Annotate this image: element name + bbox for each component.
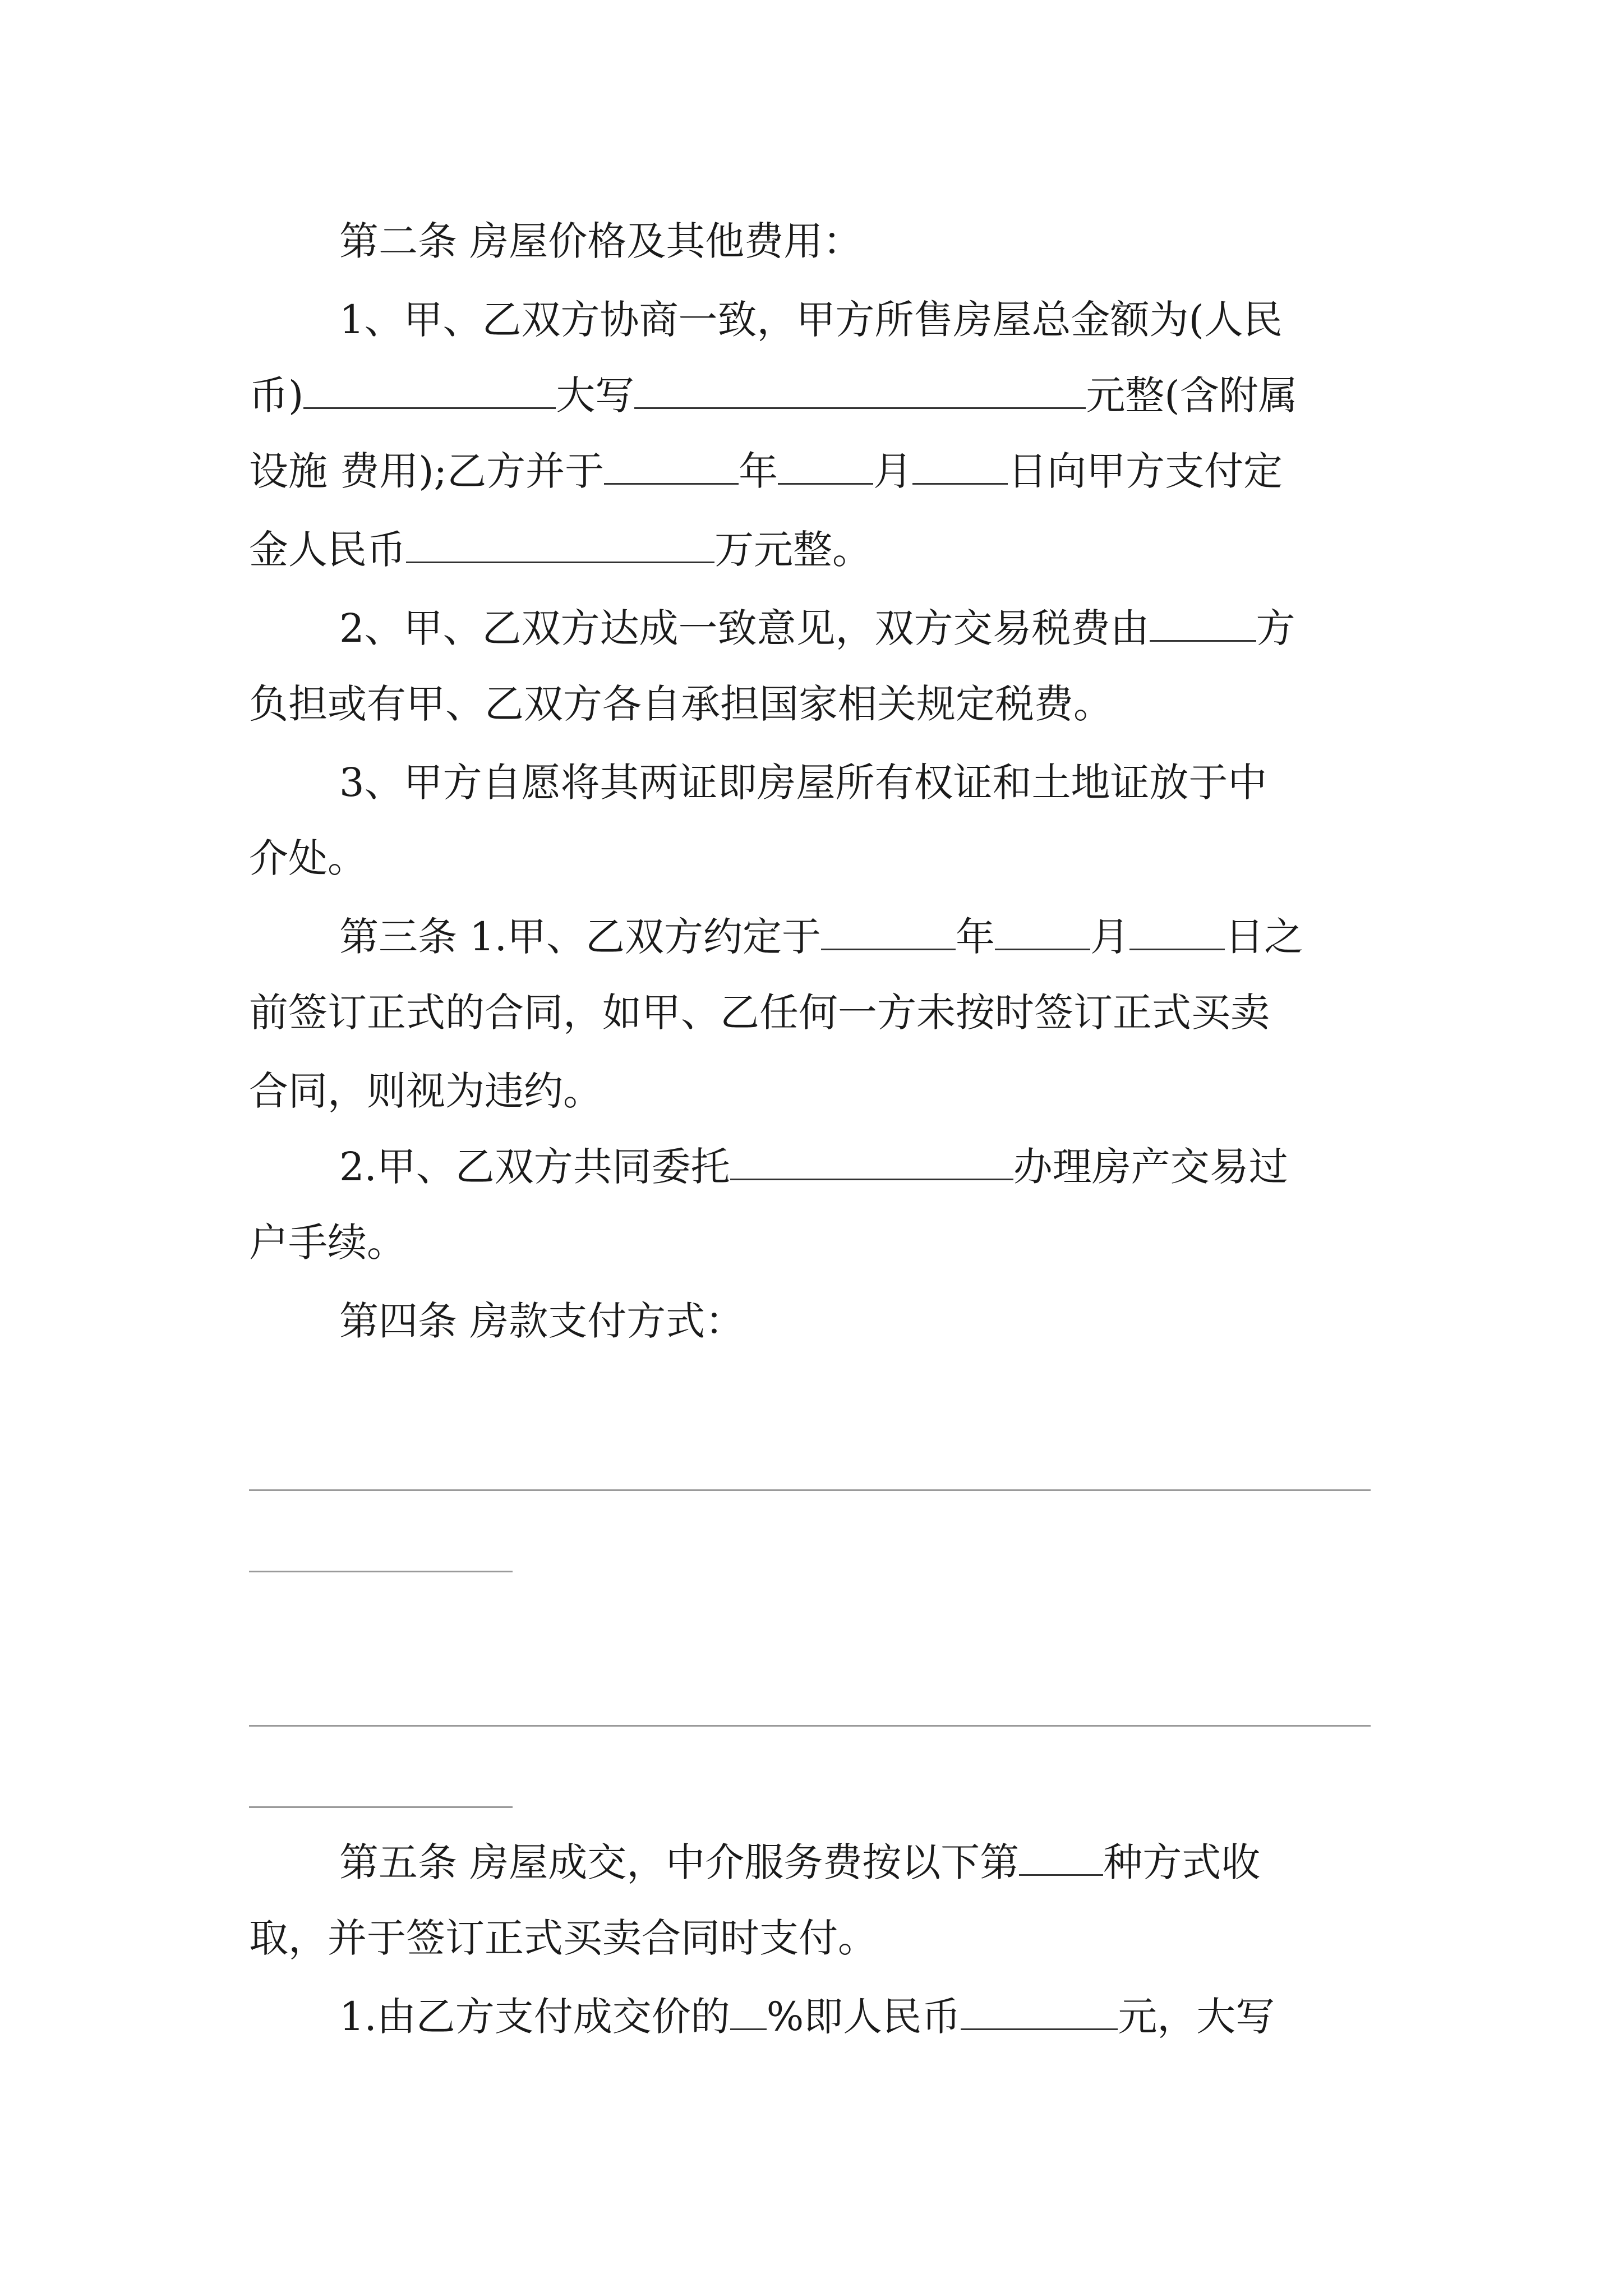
- text-segment: 设施 费用);乙方并于: [249, 448, 605, 494]
- blank-contract-year[interactable]: [821, 914, 956, 950]
- text-segment: 2、甲、乙双方达成一致意见，双方交易税费由: [339, 605, 1150, 651]
- article-3-item-1-line-1: [339, 912, 1303, 962]
- text-segment: 月: [1090, 914, 1130, 960]
- article-3-item-2-line-2: 户手续。: [249, 1220, 406, 1266]
- text-segment: 万元整。: [714, 527, 872, 573]
- article-2-item-2-line-1: [339, 603, 1295, 654]
- article-2-item-1-line-1: 1、甲、乙双方协商一致，甲方所售房屋总金额为(人民: [339, 297, 1283, 343]
- text-segment: 元整(含附属: [1086, 372, 1298, 418]
- text-segment: 月: [873, 448, 913, 494]
- blank-fee-method-number[interactable]: [1019, 1839, 1103, 1876]
- blank-contract-day[interactable]: [1129, 914, 1225, 950]
- text-segment: 元，大写: [1118, 1994, 1275, 2040]
- text-segment: 年: [739, 448, 778, 494]
- article-5-line-2: 取，并于签订正式买卖合同时支付。: [249, 1915, 877, 1961]
- text-segment: 种方式收: [1103, 1839, 1261, 1885]
- payment-method-blank-line-3[interactable]: [249, 1725, 1371, 1727]
- blank-deposit-amount[interactable]: [406, 527, 714, 563]
- blank-total-amount-rmb[interactable]: [303, 372, 556, 409]
- article-2-item-1-line-2: [249, 370, 1298, 421]
- text-segment: 方: [1256, 605, 1295, 651]
- article-2-heading: 第二条 房屋价格及其他费用：: [339, 218, 863, 264]
- text-segment: 年: [956, 914, 995, 960]
- payment-method-blank-line-4[interactable]: [249, 1806, 513, 1808]
- text-segment: 大写: [556, 372, 635, 418]
- payment-method-blank-line-1[interactable]: [249, 1489, 1371, 1491]
- article-5-line-1: [339, 1837, 1260, 1888]
- article-2-item-1-line-4: [249, 524, 872, 575]
- text-segment: 币): [249, 372, 304, 418]
- article-2-item-2-line-2: 负担或有甲、乙双方各自承担国家相关规定税费。: [249, 681, 1113, 727]
- text-segment: 第三条 1.甲、乙双方约定于: [339, 914, 822, 960]
- text-segment: 金人民币: [249, 527, 406, 573]
- article-2-item-3-line-2: 介处。: [249, 835, 367, 881]
- payment-method-blank-line-2[interactable]: [249, 1571, 513, 1572]
- blank-total-amount-in-words[interactable]: [634, 372, 1086, 409]
- blank-contract-month[interactable]: [995, 914, 1090, 950]
- article-2-item-1-line-3: [249, 446, 1283, 496]
- text-segment: 办理房产交易过: [1013, 1144, 1288, 1190]
- text-segment: 第五条 房屋成交，中介服务费按以下第: [339, 1839, 1020, 1885]
- text-segment: 日向甲方支付定: [1008, 448, 1283, 494]
- blank-fee-percent[interactable]: [730, 1994, 767, 2030]
- text-segment: %即人民币: [766, 1994, 961, 2040]
- blank-tax-bearer[interactable]: [1150, 605, 1256, 642]
- blank-entrusted-agent[interactable]: [730, 1144, 1013, 1180]
- text-segment: 2.甲、乙双方共同委托: [339, 1144, 730, 1190]
- text-segment: 日之: [1225, 914, 1304, 960]
- article-5-item-1-line-1: [339, 1991, 1275, 2042]
- blank-fee-amount[interactable]: [961, 1994, 1118, 2030]
- blank-deposit-year[interactable]: [604, 448, 739, 485]
- blank-deposit-day[interactable]: [912, 448, 1008, 485]
- text-segment: 1.由乙方支付成交价的: [339, 1994, 730, 2040]
- article-2-item-3-line-1: 3、甲方自愿将其两证即房屋所有权证和土地证放于中: [339, 760, 1267, 806]
- article-3-item-1-line-2: 前签订正式的合同，如甲、乙任何一方未按时签订正式买卖: [249, 990, 1270, 1036]
- article-4-heading: 第四条 房款支付方式：: [339, 1298, 745, 1344]
- blank-deposit-month[interactable]: [778, 448, 873, 485]
- article-3-item-2-line-1: [339, 1142, 1288, 1192]
- article-3-item-1-line-3: 合同，则视为违约。: [249, 1068, 602, 1114]
